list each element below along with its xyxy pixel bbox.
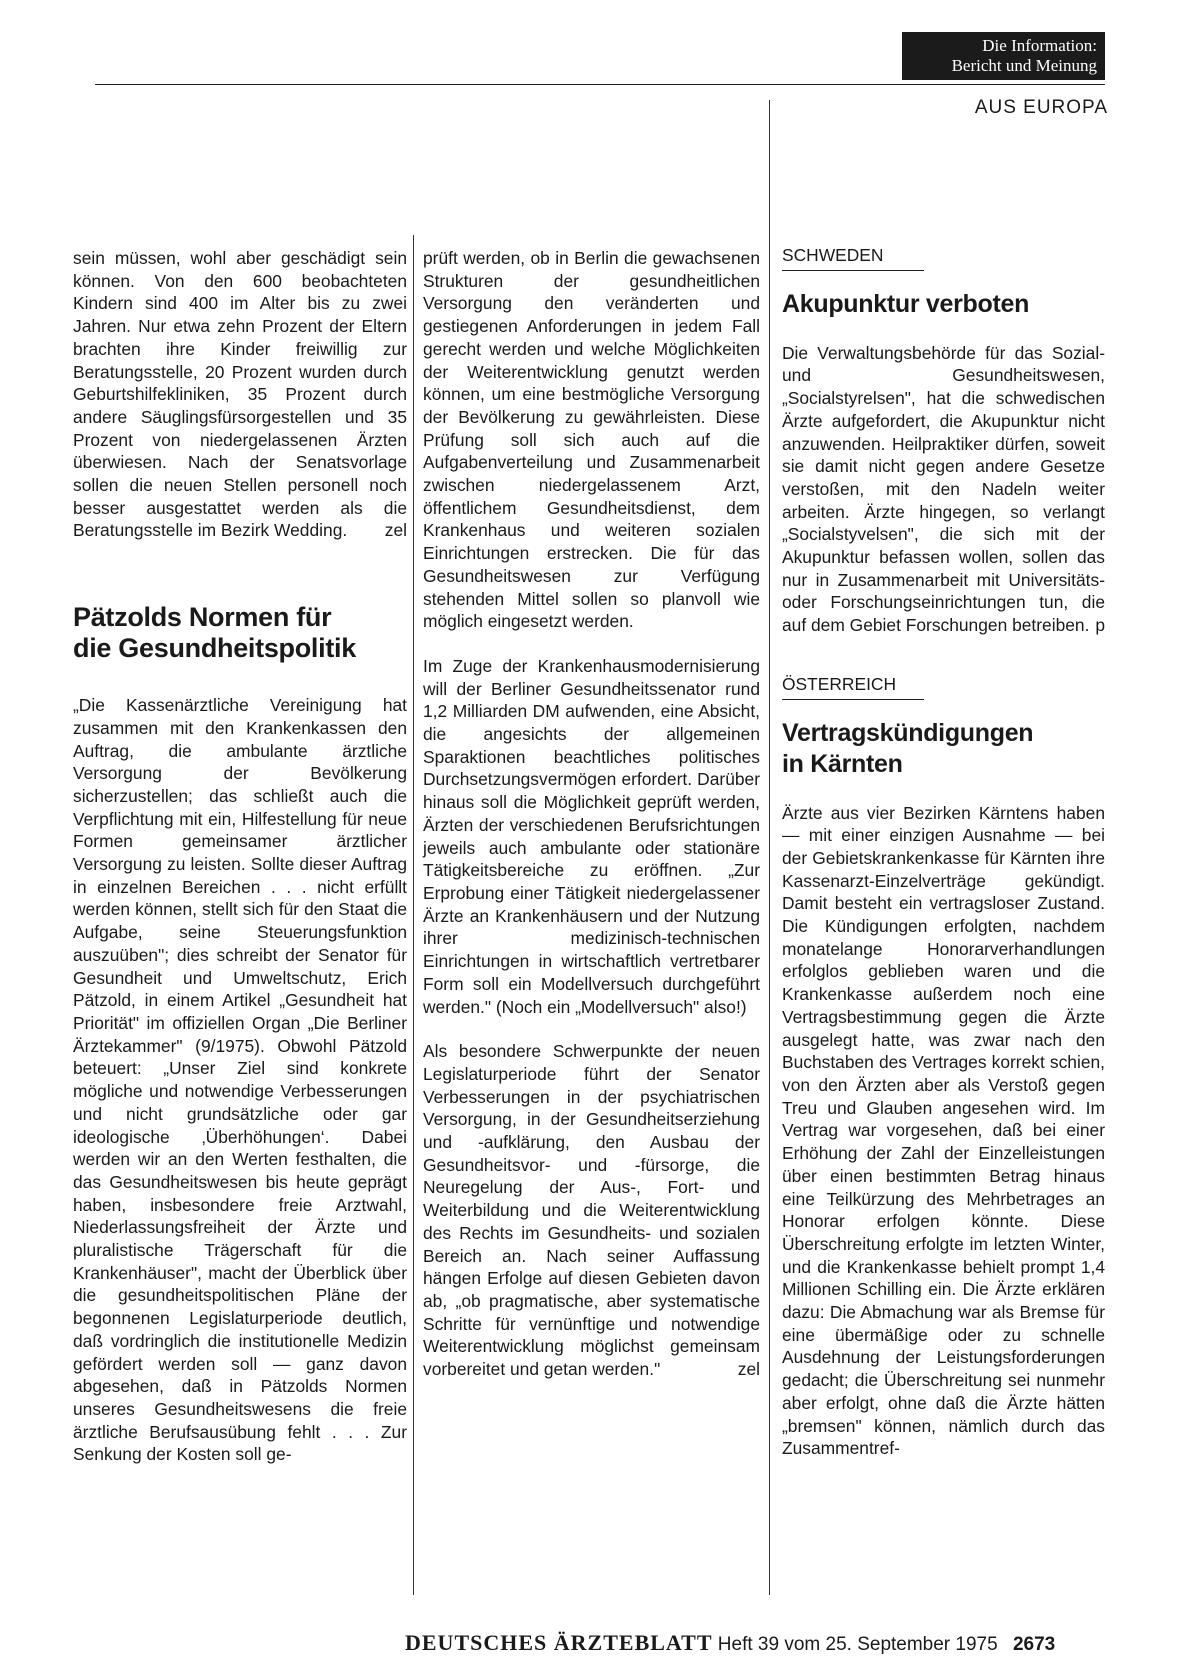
section-label-line1: Die Information: — [982, 36, 1097, 55]
country-label: ÖSTERREICH — [782, 673, 1105, 700]
paragraph: Ärzte aus vier Bezirken Kärntens haben — mit einer einzigen Ausnahme — bei der Gebietskrankenkasse für Kärnten ihre Kassenarzt-Einzelverträge gekündigt. Damit besteht ein vertragsloser Zustand. Die Kündigungen erfolgten, nachdem monatelange Honorarverhandlungen erfolglos geblieben waren und die Krankenkasse außerdem noch eine Vertragsbestimmung gegen die Ärzte ausgelegt hatte, was zwar nach den Buchstaben des Vertrages korrekt schien, von den Ärzten aber als Verstoß gegen Treu und Glauben angesehen wird. Im Vertrag war vorgesehen, daß bei einer Erhöhung der Zahl der Einzelleistungen über einen bestimmten Betrag hinaus eine Teilkürzung des Mehrbetrages an Honorar erfolgen könnte. Diese Überschreitung erfolgte im letzten Winter, und die Krankenkasse behielt prompt 1,4 Millionen Schilling ein. Die Ärzte erklären dazu: Die Abmachung war als Bremse für eine übermäßige oder zu schnelle Ausdehnung der Leistungsforderungen gedacht; die Überschreitung sei nunmehr aber erfolgt, ohne daß die Ärzte hätten „bremsen" können, nämlich durch das Zusammentref- — [782, 802, 1105, 1459]
article-headline: Akupunktur verboten — [782, 289, 1030, 318]
author-signature: zel — [384, 520, 407, 541]
journal-name: DEUTSCHES ÄRZTEBLATT — [405, 1630, 713, 1655]
paragraph: sein müssen, wohl aber geschädigt sein können. Von den 600 beobachteten Kindern sind 400 im Alter bis zu zwei Jahren. Nur etwa zehn Prozent der Eltern brachten ihre Kinder freiwillig zur Beratungsstelle, 20 Prozent wurden durch Geburtshilfekliniken, 35 Prozent durch andere Säuglingsfürsorgestellen und 35 Prozent von niedergelassenen Ärzten überwiesen. Nach der Senatsvorlage sollen die neuen Stellen personell noch besser ausgestattet werden als die Beratungsstelle im Bezirk Wedding. zel — [73, 248, 407, 541]
column-divider-1 — [413, 235, 414, 1595]
paragraph: „Die Kassenärztliche Vereinigung hat zusammen mit den Krankenkassen den Auftrag, die ambulante ärztliche Versorgung der Bevölkerung sicherzustellen; das schließt auch die Verpflichtung mit ein, Hilfestellung für neue Formen gemeinsamer ärztlicher Versorgung zu leisten. Sollte dieser Auftrag in einzelnen Bereichen . . . nicht erfüllt werden können, stellt sich für den Staat die Aufgabe, seine Steuerungsfunktion auszuüben"; dies schreibt der Senator für Gesundheit und Umweltschutz, Erich Pätzold, in einem Artikel „Gesundheit hat Priorität" im offiziellen Organ „Die Berliner Ärztekammer" (9/1975). Obwohl Pätzold beteuert: „Unser Ziel sind konkrete mögliche und notwendige Verbesserungen und nicht grundsätzliche oder gar ideologische ‚Überhöhungen‘. Dabei werden wir an den Werten festhalten, die das Gesundheitswesen bis heute geprägt haben, insbesondere freie Arztwahl, Niederlassungsfreiheit der Ärzte und pluralistische Trägerschaft für die Krankenhäuser", macht der Überblick über die gesundheitspolitischen Pläne der begonnenen Legislaturperiode deutlich, daß vordringlich die institutionelle Medizin gefördert werden soll — ganz davon abgesehen, daß in Pätzolds Normen unseres Gesundheitswesens die freie ärztliche Berufsausübung fehlt . . . Zur Senkung der Kosten soll ge- — [73, 695, 407, 1465]
column-3 — [782, 244, 1105, 1460]
section-label-line2: Bericht und Meinung — [951, 56, 1097, 75]
issue-info: Heft 39 vom 25. September 1975 — [717, 1634, 998, 1655]
page-footer — [405, 1630, 1055, 1656]
paragraph: Die Verwaltungsbehörde für das Sozial- und Gesundheitswesen, „Socialstyrelsen", hat die schwedischen Ärzte aufgefordert, die Akupunktur nicht anzuwenden. Heilpraktiker dürfen, soweit sie damit nicht gegen andere Gesetze verstoßen, mit den Nadeln weiter arbeiten. Ärzte hingegen, so verlangt „Socialstyvelsen", die sich mit der Akupunktur befassen wollen, sollen das nur in Zusammenarbeit mit Universitäts- oder Forschungseinrichtungen tun, die auf dem Gebiet Forschungen betreiben. p — [782, 342, 1105, 636]
article-headline: Pätzolds Normen für die Gesundheitspolitik — [73, 602, 356, 664]
column-divider-2 — [769, 100, 770, 1595]
section-label — [902, 32, 1105, 80]
paragraph: Als besondere Schwerpunkte der neuen Legislaturperiode führt der Senator Verbesserungen in der psychiatrischen Versorgung, in der Gesundheitserziehung und -aufklärung, den Ausbau der Gesundheitsvor- und -fürsorge, die Neuregelung der Aus-, Fort- und Weiterbildung und die Weiterentwicklung des Rechts im Gesundheits- und sozialen Bereich an. Nach seiner Auffassung hängen Erfolge auf diesen Gebieten davon ab, „ob pragmatische, aber systematische Schritte für vernünftige und notwendige Weiterentwicklung möglichst gemeinsam vorbereitet und getan werden." zel — [423, 1041, 760, 1380]
paragraph: Im Zuge der Krankenhausmodernisierung will der Berliner Gesundheitssenator rund 1,2 Milliarden DM aufwenden, eine Absicht, die angesichts der allgemeinen Sparaktionen beachtliches politisches Durchsetzungsvermögen erfordert. Darüber hinaus soll die Möglichkeit geprüft werden, Ärzten der verschiedenen Berufsrichtungen jeweils auch ambulante oder stationäre Tätigkeitsbereiche zu eröffnen. „Zur Erprobung einer Tätigkeit niedergelassener Ärzte an Krankenhäusern und der Nutzung ihrer medizinisch-technischen Einrichtungen in wirtschaftlich vertretbarer Form soll ein Modellversuch durchgeführt werden." (Noch ein „Modellversuch" also!) — [423, 655, 760, 1017]
page-number: 2673 — [1012, 1634, 1056, 1655]
article-headline: Vertragskündigungen in Kärnten — [782, 718, 1034, 778]
section-kicker: AUS EUROPA — [974, 97, 1108, 118]
author-signature: p — [1095, 615, 1105, 636]
header-rule — [95, 84, 1105, 85]
column-1 — [73, 247, 407, 1466]
author-signature: zel — [737, 1359, 760, 1380]
column-2 — [423, 247, 760, 1381]
country-label: SCHWEDEN — [782, 244, 1105, 271]
paragraph: prüft werden, ob in Berlin die gewachsenen Strukturen der gesundheitlichen Versorgung den veränderten und gestiegenen Anforderungen in jedem Fall gerecht werden und welche Möglichkeiten der Weiterentwicklung genutzt werden können, um eine bestmögliche Versorgung der Bevölkerung zu gewährleisten. Diese Prüfung soll sich auch auf die Aufgabenverteilung und Zusammenarbeit zwischen niedergelassenem Arzt, öffentlichem Gesundheitsdienst, dem Krankenhaus und weiteren sozialen Einrichtungen erstrecken. Die für das Gesundheitswesen zur Verfügung stehenden Mittel sollen so planvoll wie möglich eingesetzt werden. — [423, 248, 760, 632]
